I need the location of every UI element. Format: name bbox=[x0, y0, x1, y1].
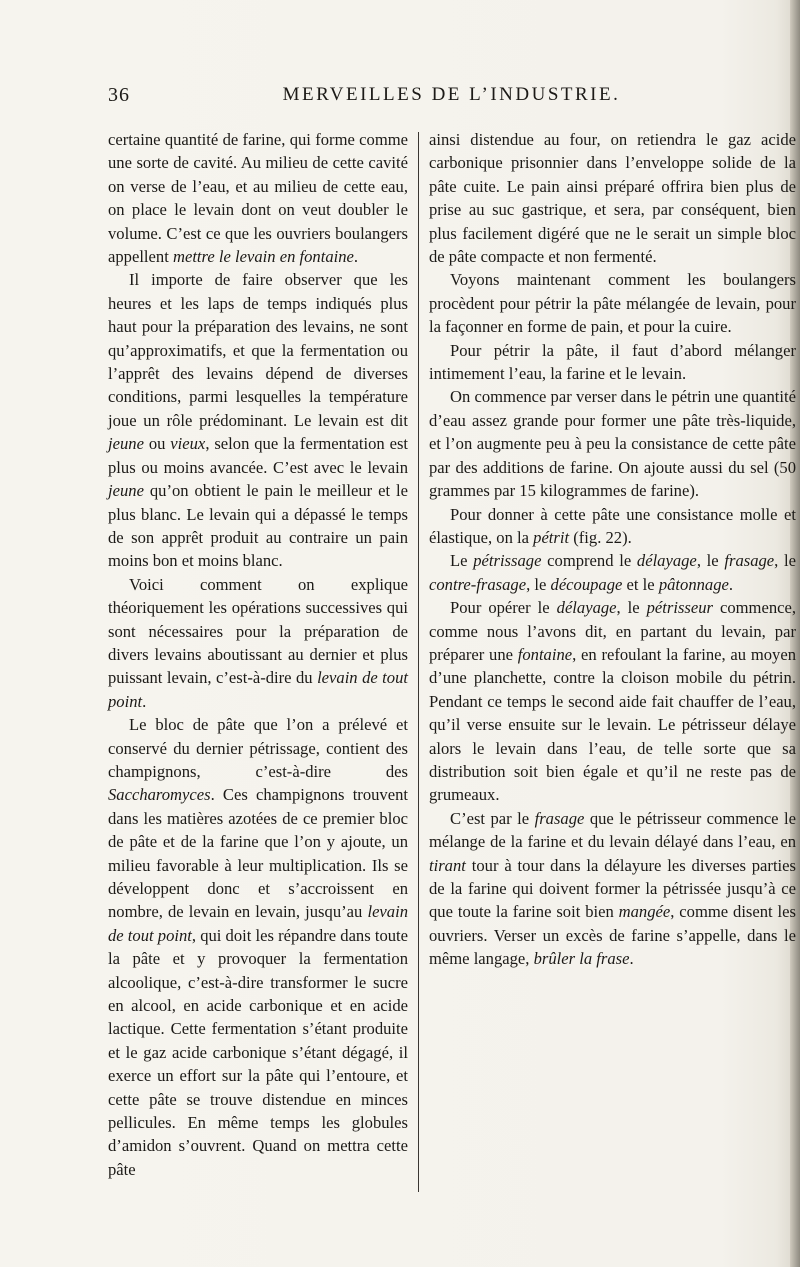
right-column bbox=[429, 128, 796, 971]
paragraph: On commence par verser dans le pétrin une quantité d’eau assez grande pour former une pâte très-liquide, et l’on augmente peu à peu la consistance de cette pâte par des additions de farine. On ajoute aussi du sel (50 grammes par 15 kilogrammes de farine). bbox=[429, 387, 796, 501]
paragraph: C’est par le frasage que le pétrisseur commence le mélange de la farine et du levain délayé dans l’eau, en tirant tour à tour dans la délayure les diverses parties de la farine qui doivent former la pétrissée jusqu’à ce que toute la farine soit bien mangée, comme disent les ouvriers. Verser un excès de farine s’appelle, dans le même langage, brûler la frase. bbox=[429, 808, 796, 969]
paragraph: Le bloc de pâte que l’on a prélevé et conservé du dernier pétrissage, contient des champignons, c’est-à-dire des Saccharomyces. Ces champignons trouvent dans les matières azotées de ce premier bloc de pâte et de la farine que l’on y ajoute, un milieu favorable à leur multiplication. Ils se développent donc et s’accroissent en nombre, de levain en levain, jusqu’au levain de tout point, qui doit les répandre dans toute la pâte et y provoquer la fermentation alcoolique, c’est-à-dire transformer le sucre en alcool, en acide carbonique et en acide lactique. Cette fermentation s’étant produite et le gaz acide carbonique s’étant dégagé, il exerce un effort sur la pâte qui l’entoure, et cette pâte se trouve distendue en minces pellicules. En même temps les globules d’amidon s’ouvrent. Quand on mettra cette pâte bbox=[108, 715, 409, 1179]
paragraph: Il importe de faire observer que les heures et les laps de temps indiqués plus haut pour la préparation des levains, ne sont qu’approximatifs, et que la fermentation ou l’apprêt des levains dépend de diverses conditions, parmi lesquelles la température joue un rôle prédominant. Le levain est dit jeune ou vieux, selon que la fermentation est plus ou moins avancée. C’est avec le levain jeune qu’on obtient le pain le meilleur et le plus blanc. Le levain qui a dépassé le temps de son apprêt produit au contraire un pain moins bon et moins blanc. bbox=[108, 270, 409, 571]
left-column bbox=[108, 128, 408, 1181]
page-header bbox=[108, 84, 795, 110]
paragraph: Voici comment on explique théoriquement les opérations successives qui sont nécessaires pour la préparation de divers levains aboutissant au dernier et plus puissant levain, c’est-à-dire du levain de tout point. bbox=[108, 574, 408, 711]
paragraph: Pour donner à cette pâte une consistance molle et élastique, on la pétrit (fig. 22). bbox=[429, 504, 796, 547]
paragraph: Voyons maintenant comment les boulangers procèdent pour pétrir la pâte mélangée de levain, pour la façonner en forme de pain, et pour la cuire. bbox=[429, 270, 796, 337]
page-number: 36 bbox=[108, 84, 130, 106]
paragraph: Pour opérer le délayage, le pétrisseur commence, comme nous l’avons dit, en partant du levain, par préparer une fontaine, en refoulant la farine, au moyen d’une planchette, contre la cloison mobile du pétrin. Pendant ce temps le second aide fait chauffer de l’eau, qu’il verse ensuite sur le levain. Le pétrisseur délaye alors le levain dans l’eau, de telle sorte que sa distribution soit bien égale et qu’il ne reste pas de grumeaux. bbox=[429, 598, 796, 805]
running-title: MERVEILLES DE L’INDUSTRIE. bbox=[282, 84, 621, 105]
paragraph: Le pétrissage comprend le délayage, le frasage, le contre-frasage, le découpage et le pâtonnage. bbox=[429, 551, 796, 594]
paragraph: Pour pétrir la pâte, il faut d’abord mélanger intimement l’eau, la farine et le levain. bbox=[429, 340, 796, 384]
paragraph: ainsi distendue au four, on retiendra le gaz acide carbonique prisonnier dans l’enveloppe solide de la pâte cuite. Le pain ainsi préparé offrira bien plus de prise au suc gastrique, et sera, par conséquent, bien plus facilement digéré que ne le serait un simple bloc de pâte compacte et non fermenté. bbox=[429, 130, 796, 267]
column-rule bbox=[418, 132, 419, 1192]
paragraph: certaine quantité de farine, qui forme comme une sorte de cavité. Au milieu de cette cavité on verse de l’eau, et au milieu de cette eau, on place le levain dont on veut doubler le volume. C’est ce que les ouvriers boulangers appellent mettre le levain en fontaine. bbox=[108, 130, 408, 267]
